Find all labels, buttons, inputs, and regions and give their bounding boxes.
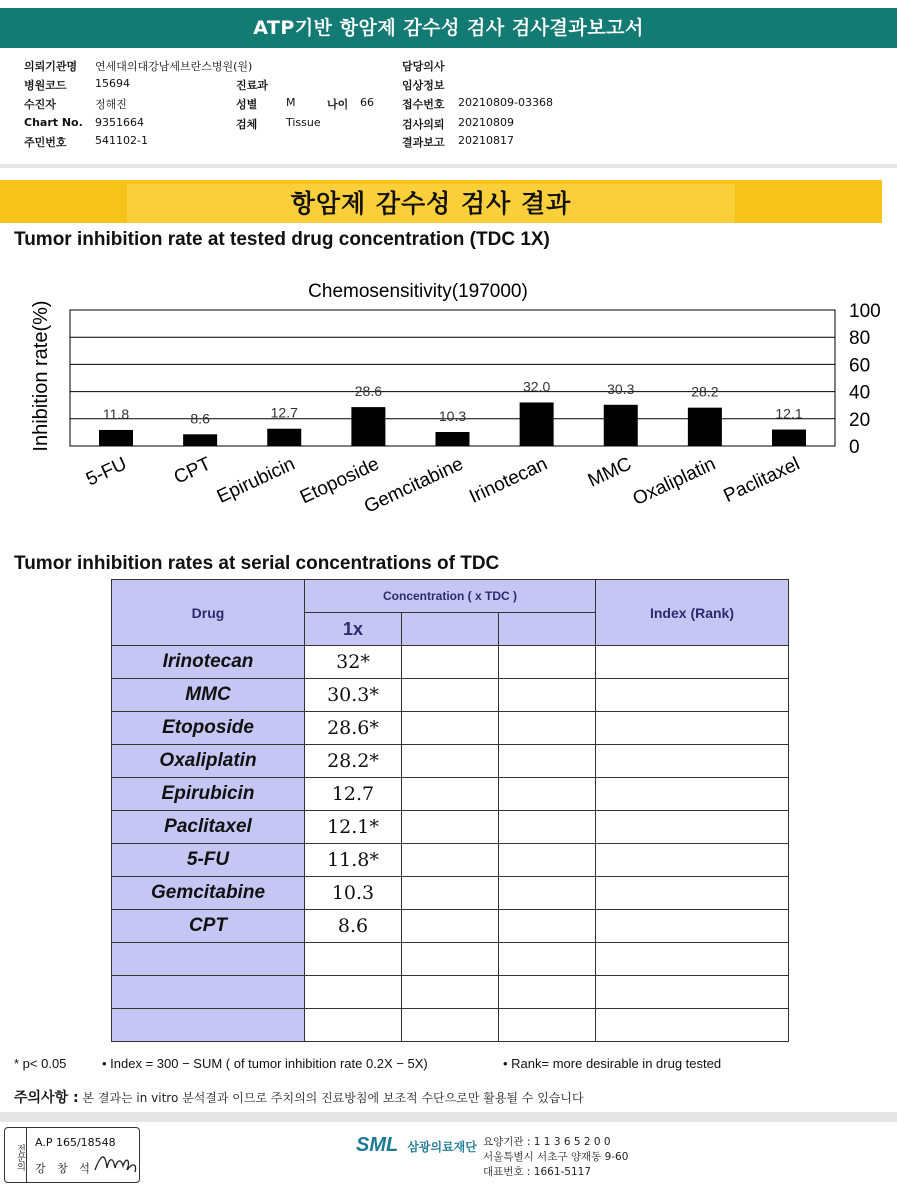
chart-x-tick-label: Paclitaxel (720, 453, 804, 507)
phone-number: 대표번호 : 1661-5117 (483, 1166, 592, 1178)
meta-value: 연세대의대강남세브란스병원(원) (95, 60, 253, 73)
concentration-cell (402, 844, 499, 877)
inhibition-1x-value: 28.2* (305, 745, 402, 778)
divider (0, 164, 897, 168)
index-rank-cell (596, 811, 789, 844)
company-address (483, 1135, 628, 1180)
concentration-cell (402, 778, 499, 811)
drug-header: Drug (112, 580, 305, 646)
chemosensitivity-chart (0, 270, 897, 550)
chart-y-tick-label: 100 (849, 301, 881, 322)
index-rank-cell (596, 976, 789, 1009)
drug-name: Irinotecan (112, 646, 305, 679)
chart-data-label: 8.6 (190, 410, 210, 427)
specimen-label: 검체 (236, 118, 258, 131)
table-row (112, 910, 789, 943)
sml-logo: SML (356, 1134, 399, 1156)
concentration-cell (402, 976, 499, 1009)
table-row (112, 712, 789, 745)
section-title-serial: Tumor inhibition rates at serial concentrations of TDC (14, 553, 500, 574)
concentration-cell (499, 778, 596, 811)
chart-bar (99, 430, 133, 446)
index-rank-header: Index (Rank) (596, 580, 789, 646)
concentration-cell (499, 943, 596, 976)
chart-data-label: 32.0 (523, 378, 551, 395)
chart-bar (183, 434, 217, 446)
chart-bar (520, 402, 554, 446)
meta-label: 주민번호 (24, 136, 67, 149)
drug-name: CPT (112, 910, 305, 943)
chart-data-label: 12.1 (775, 405, 803, 422)
index-rank-cell (596, 1009, 789, 1042)
table-row (112, 943, 789, 976)
pvalue-note: * p< 0.05 (14, 1056, 67, 1071)
inhibition-1x-value: 12.7 (305, 778, 402, 811)
table-row (112, 877, 789, 910)
index-rank-cell (596, 745, 789, 778)
concentration-cell (499, 712, 596, 745)
address-line: 서울특별시 서초구 양재동 9-60 (483, 1151, 629, 1163)
concentration-cell (402, 712, 499, 745)
concentration-1x-header: 1x (305, 613, 402, 646)
index-rank-cell (596, 712, 789, 745)
concentration-cell (402, 877, 499, 910)
chart-y-tick-label: 60 (849, 355, 871, 377)
concentration-cell (499, 1009, 596, 1042)
institution-code: 요양기관 : 1 1 3 6 5 2 0 0 (483, 1136, 611, 1148)
report-title: ATP기반 항암제 감수성 검사 검사결과보고서 (253, 17, 644, 39)
concentration-cell (499, 679, 596, 712)
index-rank-cell (596, 778, 789, 811)
index-rank-cell (596, 877, 789, 910)
drug-name: Etoposide (112, 712, 305, 745)
meta-label: 병원코드 (24, 79, 67, 92)
inhibition-1x-value (305, 976, 402, 1009)
license-number: A.P 165/18548 (35, 1136, 116, 1149)
chart-bar (351, 407, 385, 446)
concentration-cell (499, 811, 596, 844)
chart-y-tick-label: 80 (849, 328, 871, 350)
chart-y-tick-label: 20 (849, 409, 871, 431)
drug-name: 5-FU (112, 844, 305, 877)
table-row (112, 811, 789, 844)
chart-title: Chemosensitivity(197000) (308, 281, 528, 302)
concentration-cell (499, 646, 596, 679)
specimen-value: Tissue (286, 116, 321, 129)
concentration-cell (499, 910, 596, 943)
sex-label: 성별 (236, 98, 258, 111)
concentration-cell (499, 844, 596, 877)
chart-data-label: 10.3 (438, 407, 467, 424)
chart-bar (772, 430, 806, 446)
meta-label: 검사의뢰 (402, 118, 445, 131)
inhibition-1x-value (305, 943, 402, 976)
concentration-cell (402, 910, 499, 943)
index-rank-cell (596, 646, 789, 679)
concentration-cell (402, 679, 499, 712)
meta-label: 임상정보 (402, 79, 445, 92)
concentration-cell (402, 646, 499, 679)
concentration-cell (402, 811, 499, 844)
results-table (111, 579, 789, 1042)
inhibition-1x-value: 32* (305, 646, 402, 679)
drug-name: Epirubicin (112, 778, 305, 811)
inhibition-1x-value: 8.6 (305, 910, 402, 943)
caution-label: 주의사항 : (14, 1090, 79, 1106)
concentration-header: Concentration ( x TDC ) (305, 580, 596, 613)
patient-info (0, 52, 897, 164)
age-label: 나이 (327, 98, 349, 111)
meta-value: 정해진 (95, 98, 127, 111)
meta-value: 541102-1 (95, 134, 148, 147)
concentration-cell (499, 877, 596, 910)
meta-label: 결과보고 (402, 136, 445, 149)
meta-label: 의뢰기관명 (24, 60, 78, 73)
concentration-subheader (402, 613, 499, 646)
chart-data-label: 12.7 (270, 404, 298, 421)
chart-x-tick-label: Gemcitabine (361, 453, 467, 518)
report-title-bar (0, 8, 897, 48)
meta-label: 수진자 (24, 98, 56, 111)
chart-bar (688, 408, 722, 446)
section-title-tdc: Tumor inhibition rate at tested drug concentration (TDC 1X) (14, 229, 550, 250)
results-banner-title: 항암제 감수성 검사 결과 (127, 184, 735, 223)
handwritten-signature (93, 1150, 139, 1176)
index-rank-cell (596, 943, 789, 976)
drug-name: Gemcitabine (112, 877, 305, 910)
drug-name: MMC (112, 679, 305, 712)
table-row (112, 679, 789, 712)
dept-label: 진료과 (236, 79, 268, 92)
meta-value: 15694 (95, 77, 130, 90)
caution-text: 본 결과는 in vitro 분석결과 이므로 주치의의 진료방침에 보조적 수단으로만 활용될 수 있습니다 (82, 1091, 584, 1105)
sex-value: M (286, 96, 296, 109)
drug-name (112, 1009, 305, 1042)
meta-label: 담당의사 (402, 60, 445, 73)
chart-x-tick-label: CPT (170, 453, 215, 489)
index-rank-cell (596, 910, 789, 943)
pathologist-signature-box (4, 1127, 140, 1183)
chart-y-tick-label: 40 (849, 382, 871, 404)
inhibition-1x-value: 12.1* (305, 811, 402, 844)
drug-name (112, 943, 305, 976)
chart-x-tick-label: Epirubicin (213, 453, 299, 508)
chart-bar (604, 405, 638, 446)
meta-value: 20210817 (458, 134, 514, 147)
chart-data-label: 28.2 (691, 383, 719, 400)
concentration-cell (402, 1009, 499, 1042)
chart-x-tick-label: MMC (584, 453, 635, 492)
chart-bar (436, 432, 470, 446)
concentration-subheader (499, 613, 596, 646)
index-rank-cell (596, 679, 789, 712)
concentration-cell (499, 976, 596, 1009)
meta-value: 20210809 (458, 116, 514, 129)
chart-data-label: 11.8 (102, 405, 130, 422)
caution-note (14, 1087, 584, 1107)
chart-y-tick-label: 0 (849, 437, 860, 458)
company-logo (356, 1134, 477, 1157)
chart-y-axis-label: Inhibition rate(%) (30, 300, 52, 452)
concentration-cell (402, 745, 499, 778)
drug-name (112, 976, 305, 1009)
age-value: 66 (360, 96, 374, 109)
table-row (112, 646, 789, 679)
inhibition-1x-value: 30.3* (305, 679, 402, 712)
meta-value: 9351664 (95, 116, 144, 129)
table-row (112, 745, 789, 778)
company-name: 삼광의료재단 (407, 1140, 477, 1154)
inhibition-1x-value: 28.6* (305, 712, 402, 745)
chart-x-tick-label: 5-FU (82, 453, 131, 491)
pathologist-name: 강 창 석 (35, 1162, 94, 1175)
concentration-cell (402, 943, 499, 976)
table-row (112, 844, 789, 877)
meta-label: Chart No. (24, 116, 83, 129)
chart-data-label: 28.6 (354, 383, 382, 400)
table-row (112, 778, 789, 811)
rank-note: • Rank= more desirable in drug tested (503, 1056, 722, 1071)
inhibition-1x-value: 10.3 (305, 877, 402, 910)
table-row (112, 976, 789, 1009)
concentration-cell (499, 745, 596, 778)
inhibition-1x-value: 11.8* (305, 844, 402, 877)
meta-value: 20210809-03368 (458, 96, 553, 109)
divider (0, 1112, 897, 1122)
inhibition-1x-value (305, 1009, 402, 1042)
chart-x-tick-label: Oxaliplatin (629, 453, 719, 511)
index-note: • Index = 300 − SUM ( of tumor inhibition rate 0.2X − 5X) (102, 1056, 428, 1071)
drug-name: Oxaliplatin (112, 745, 305, 778)
drug-name: Paclitaxel (112, 811, 305, 844)
meta-label: 접수번호 (402, 98, 445, 111)
chart-x-tick-label: Etoposide (297, 453, 383, 509)
table-row (112, 1009, 789, 1042)
specialist-label: 전문의 (5, 1128, 27, 1182)
chart-x-tick-label: Irinotecan (466, 453, 551, 508)
index-rank-cell (596, 844, 789, 877)
chart-bar (267, 429, 301, 446)
chart-data-label: 30.3 (607, 380, 635, 397)
